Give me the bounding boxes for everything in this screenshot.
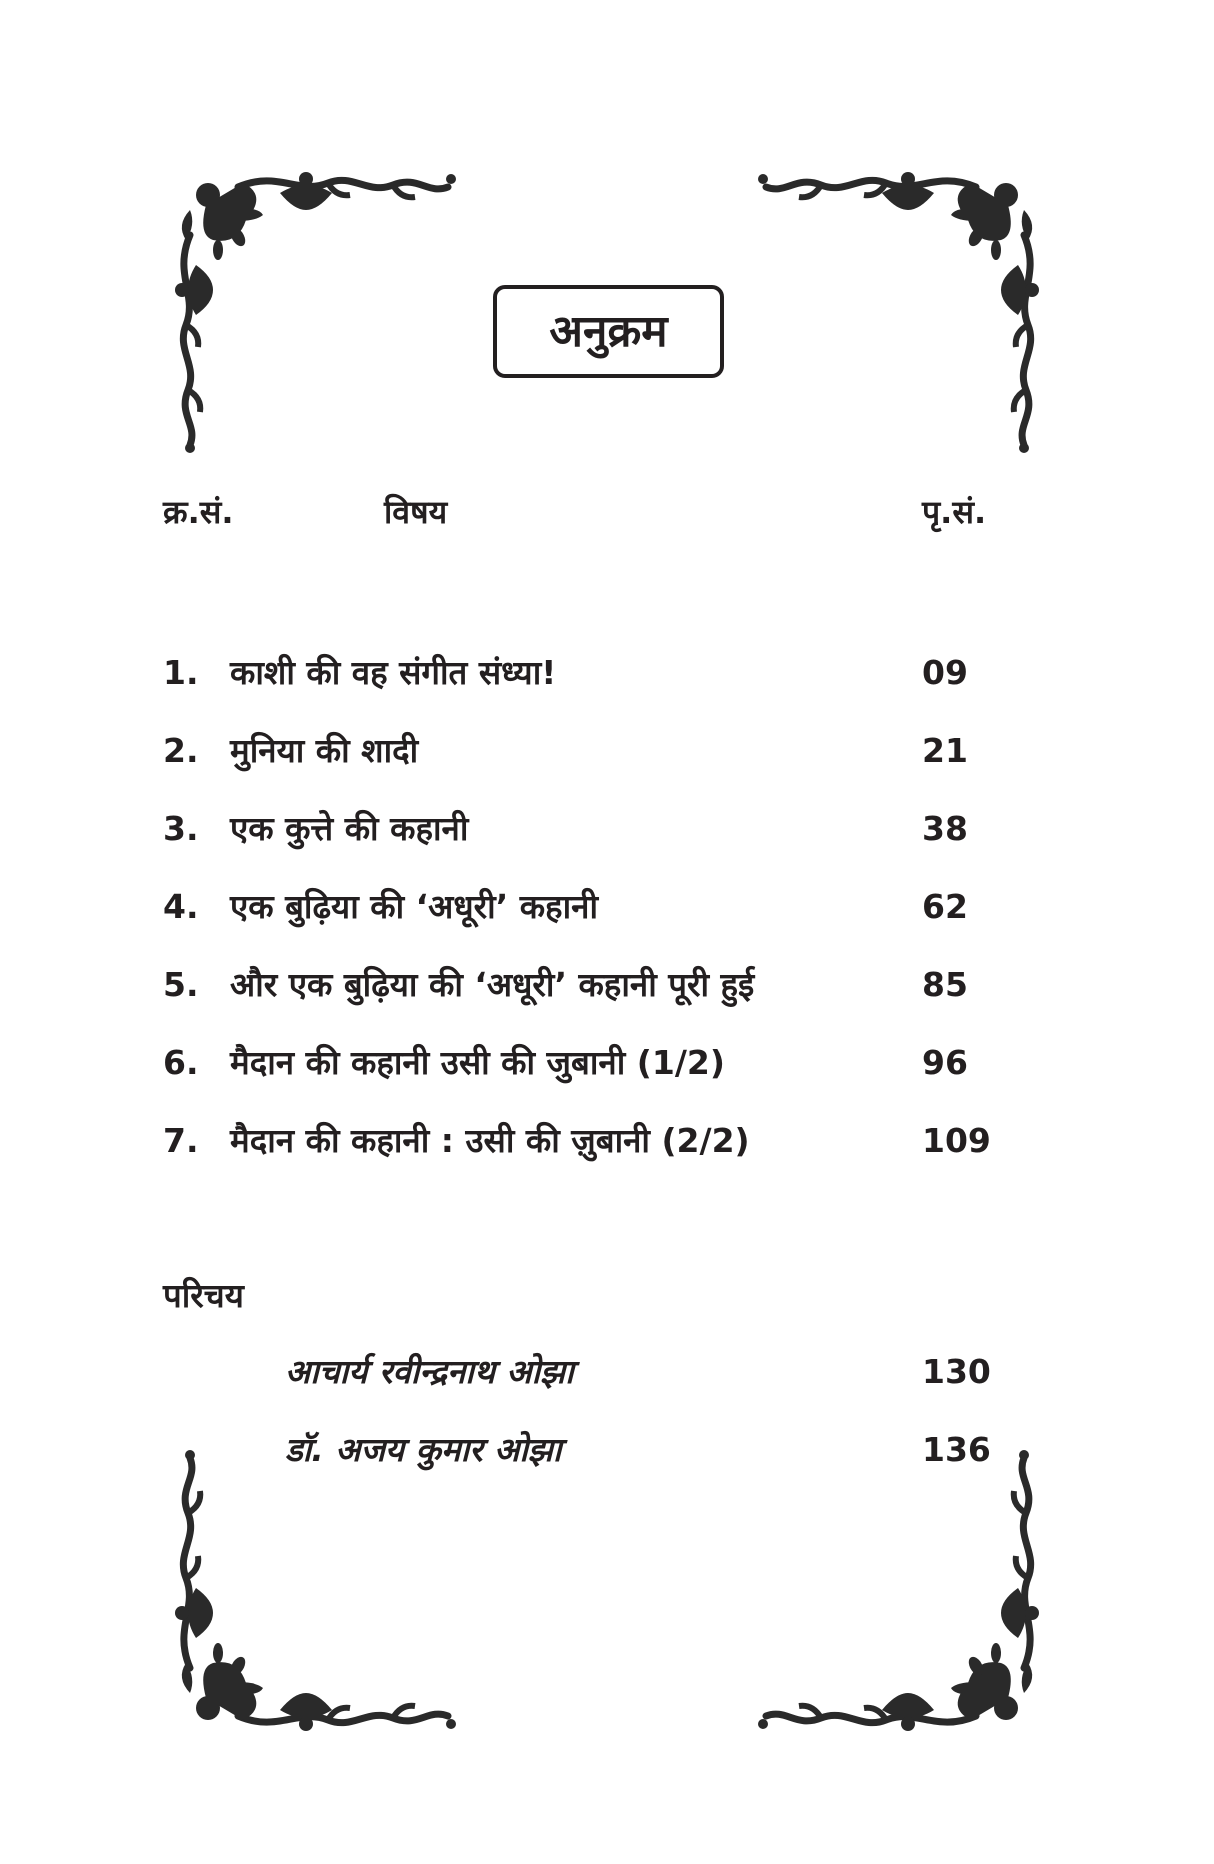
entry-number: 4. bbox=[163, 887, 199, 926]
entry-title: और एक बुढ़िया की ‘अधूरी’ कहानी पूरी हुई bbox=[230, 965, 755, 1004]
contents-entry bbox=[0, 963, 1214, 1007]
entry-number: 3. bbox=[163, 809, 199, 848]
contents-entry bbox=[0, 729, 1214, 773]
entry-title: काशी की वह संगीत संध्या! bbox=[230, 653, 557, 692]
intro-entry bbox=[0, 1350, 1214, 1394]
contents-entry bbox=[0, 807, 1214, 851]
contents-entry bbox=[0, 885, 1214, 929]
entry-title: एक बुढ़िया की ‘अधूरी’ कहानी bbox=[230, 887, 598, 926]
intro-entry-title: आचार्य रवीन्द्रनाथ ओझा bbox=[285, 1352, 574, 1391]
entry-page: 38 bbox=[922, 809, 968, 848]
floral-corner-top-right-icon bbox=[756, 165, 1046, 455]
contents-entry bbox=[0, 1041, 1214, 1085]
entry-number: 6. bbox=[163, 1043, 199, 1082]
intro-entry-page: 130 bbox=[922, 1352, 991, 1391]
entry-page: 109 bbox=[922, 1121, 991, 1160]
entry-number: 7. bbox=[163, 1121, 199, 1160]
contents-title-box bbox=[493, 285, 724, 378]
intro-entry-page: 136 bbox=[922, 1430, 991, 1469]
entry-page: 21 bbox=[922, 731, 968, 770]
intro-entry-title: डॉ. अजय कुमार ओझा bbox=[285, 1430, 562, 1469]
entry-number: 1. bbox=[163, 653, 199, 692]
page-title: अनुक्रम bbox=[549, 305, 668, 357]
header-page-number: पृ.सं. bbox=[922, 493, 987, 531]
floral-corner-bottom-left-icon bbox=[168, 1448, 458, 1738]
intro-entry bbox=[0, 1428, 1214, 1472]
entry-page: 62 bbox=[922, 887, 968, 926]
entry-page: 09 bbox=[922, 653, 968, 692]
entry-title: मुनिया की शादी bbox=[230, 731, 419, 770]
floral-corner-bottom-right-icon bbox=[756, 1448, 1046, 1738]
entry-number: 5. bbox=[163, 965, 199, 1004]
entry-page: 96 bbox=[922, 1043, 968, 1082]
floral-corner-top-left-icon bbox=[168, 165, 458, 455]
contents-entry bbox=[0, 651, 1214, 695]
contents-entry bbox=[0, 1119, 1214, 1163]
header-subject: विषय bbox=[384, 493, 448, 531]
entry-title: मैदान की कहानी : उसी की ज़ुबानी (2/2) bbox=[230, 1121, 750, 1160]
entry-number: 2. bbox=[163, 731, 199, 770]
entry-page: 85 bbox=[922, 965, 968, 1004]
header-serial-number: क्र.सं. bbox=[163, 493, 234, 531]
intro-section-label: परिचय bbox=[163, 1276, 244, 1315]
entry-title: एक कुत्ते की कहानी bbox=[230, 809, 469, 848]
entry-title: मैदान की कहानी उसी की जुबानी (1/2) bbox=[230, 1043, 725, 1082]
